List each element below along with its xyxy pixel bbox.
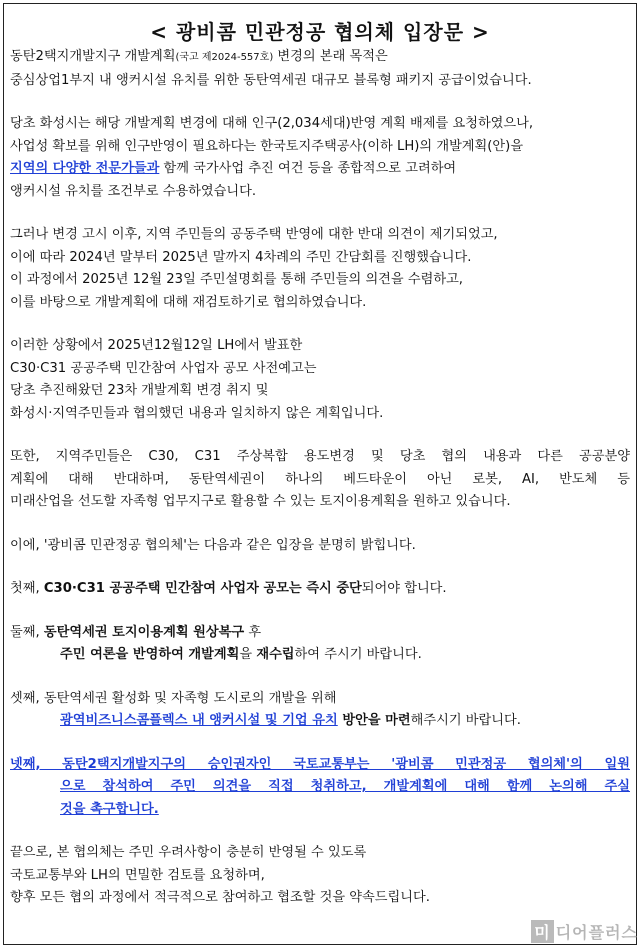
paragraph-second-demand [10, 622, 630, 667]
announcement-line-2: C30·C31 공공주택 민간참여 사업자 공모 사전예고는 [10, 360, 317, 376]
text-span: 해주시기 바랍니다. [410, 713, 521, 728]
statement-document [3, 3, 637, 945]
experts-link: 지역의 다양한 전문가들과 [10, 161, 160, 176]
background-line-2: 사업성 확보를 위해 인구반영이 필요하다는 한국토지주택공사(이하 LH)의 개발계획(안)을 [10, 138, 524, 154]
paragraph-closing [10, 842, 630, 910]
text-span: 주민 여론을 반영하여 개발계획 [60, 647, 240, 662]
second-demand-line-1 [10, 622, 630, 645]
text-span: 하여 주시기 바랍니다. [294, 647, 422, 662]
paragraph-fourth-demand [10, 754, 630, 822]
document-title: < 광비콤 민관정공 협의체 입장문 > [150, 20, 490, 44]
watermark-box: 미 [531, 920, 553, 943]
opposition-line-4: 이를 바탕으로 개발계획에 대해 재검토하기로 협의하였습니다. [10, 294, 367, 310]
watermark-text: 디어플러스 [555, 923, 638, 942]
purpose-line-2: 중심상업1부지 내 앵커시설 유치를 위한 동탄역세권 대규모 블록형 패키지 공급이었습니다. [10, 72, 532, 88]
background-line-4: 앵커시설 유치를 조건부로 수용하였습니다. [10, 183, 257, 199]
background-line-3 [10, 158, 630, 181]
closing-line-3: 향후 모든 협의 과정에서 적극적으로 참여하고 협조할 것을 약속드립니다. [10, 890, 430, 905]
closing-line-1: 끝으로, 본 협의체는 주민 우려사항이 충분히 반영될 수 있도록 [10, 845, 367, 860]
text-span: 방안을 마련 [337, 713, 411, 728]
first-demand-line [10, 578, 630, 601]
announcement-line-3: 당초 추진해왔던 23차 개발계획 변경 취지 및 [10, 383, 269, 398]
fourth-demand-line-1: 넷째, 동탄2택지개발지구의 승인권자인 국토교통부는 '광비콤 민관정공 협의체'의 일원 [10, 756, 630, 772]
fourth-demand-line-3: 것을 촉구합니다. [60, 801, 159, 817]
third-demand-line-2 [10, 710, 630, 733]
paragraph-third-demand [10, 688, 630, 733]
residents-line-2: 계획에 대해 반대하며, 동탄역세권이 하나의 베드타운이 아닌 로봇, AI, 반도체 등 [10, 471, 630, 487]
paragraph-opposition [10, 224, 630, 314]
text-span: 변경의 본래 목적은 [273, 49, 388, 64]
opposition-line-1: 그러나 변경 고시 이후, 지역 주민들의 공동주택 반영에 대한 반대 의견이 제기되었고, [10, 227, 498, 242]
document-body [10, 46, 630, 931]
text-span: 동탄2택지개발지구 개발계획 [10, 49, 176, 64]
residents-line-3: 미래산업을 선도할 자족형 업무지구로 활용할 수 있는 토지이용계획을 원하고 있습니다. [10, 494, 511, 509]
notice-number: (국고 제2024-557호) [175, 52, 274, 63]
text-span: 둘째, [10, 624, 44, 640]
paragraph-position-intro [10, 535, 630, 558]
paragraph-lh-announcement [10, 335, 630, 425]
business-complex-link: 광역비즈니스콤플렉스 내 앵커시설 및 기업 유치 [60, 713, 338, 728]
text-span: 을 [239, 647, 257, 662]
text-span: 첫째, [10, 581, 44, 596]
announcement-line-1: 이러한 상황에서 2025년12월12일 LH에서 발표한 [10, 338, 303, 353]
residents-line-1: 또한, 지역주민들은 C30, C31 주상복합 용도변경 및 당초 협의 내용과 다른 공공분양 [10, 449, 630, 464]
opposition-line-2: 이에 따라 2024년 말부터 2025년 말까지 4차례의 주민 간담회를 진행했습니다. [10, 249, 472, 265]
paragraph-background [10, 113, 630, 203]
background-line-1: 당초 화성시는 해당 개발계획 변경에 대해 인구(2,034세대)반영 계획 배제를 요청하였으나, [10, 116, 534, 131]
paragraph-first-demand [10, 578, 630, 601]
text-span: 동탄역세권 토지이용계획 원상복구 [43, 624, 245, 640]
text-span: 재수립 [256, 647, 295, 662]
opposition-line-3: 이 과정에서 2025년 12월 23일 주민설명회를 통해 주민들의 의견을 수렴하고, [10, 272, 463, 287]
fourth-demand-line-2: 으로 참석하여 주민 의견을 직접 청취하고, 개발계획에 대해 함께 논의해 주실 [60, 779, 630, 794]
announcement-line-4: 화성시·지역주민들과 협의했던 내용과 일치하지 않은 계획입니다. [10, 405, 384, 421]
text-span: 함께 국가사업 추진 여건 등을 종합적으로 고려하여 [159, 161, 457, 176]
paragraph-purpose [10, 46, 630, 92]
watermark-logo [531, 920, 638, 943]
closing-line-2: 국토교통부와 LH의 면밀한 검토를 요청하며, [10, 867, 265, 883]
text-span: C30·C31 공공주택 민간참여 사업자 공모는 즉시 중단 [43, 581, 362, 596]
text-span: 되어야 합니다. [361, 581, 447, 596]
purpose-line-1 [10, 46, 630, 70]
text-span: 후 [244, 624, 262, 640]
third-demand-line-1: 셋째, 동탄역세권 활성화 및 자족형 도시로의 개발을 위해 [10, 690, 337, 706]
paragraph-residents [10, 446, 630, 514]
position-intro-line: 이에, '광비콤 민관정공 협의체'는 다음과 같은 입장을 분명히 밝힙니다. [10, 537, 416, 553]
second-demand-line-2 [10, 644, 630, 667]
